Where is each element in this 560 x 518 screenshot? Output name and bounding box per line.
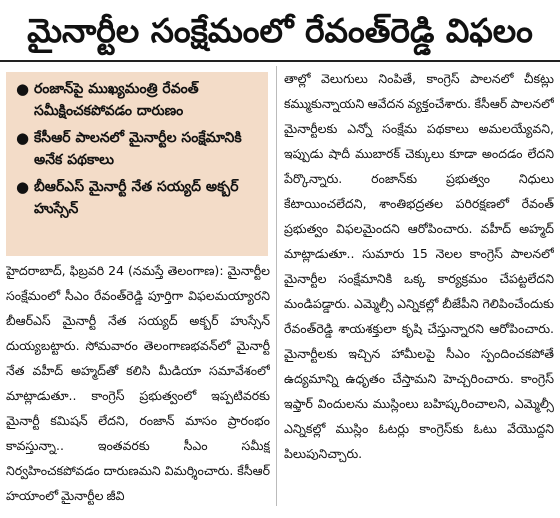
bullet-icon: ● [16,129,30,147]
highlight-item [16,78,260,122]
article-body-right: తాల్లో వెలుగులు నింపితే, కాంగ్రెస్ పాలనలో చీకట్లు కమ్ముకున్నాయని ఆవేదన వ్యక్తంచేశారు. కేసీఆర్ పాలనలో మైనార్టీలకు ఎన్నో సంక్షేమ పథకాలు అమలయ్యేవని, ఇప్పుడు షాదీ ముబారక్ చెక్కులు కూడా అందడం లేదని పేర్కొన్నారు. రంజాన్‌కు ప్రభుత్వం నిధులు కేటాయించలేదని, శాంతిభద్రతల పరిరక్షణలో రేవంత్ ప్రభుత్వం విఫలమైందని ఆరోపించారు. వహీద్ అహ్మద్ మాట్లాడుతూ.. సుమారు 15 నెలల కాంగ్రెస్ పాలనలో మైనార్టీల సంక్షేమానికి ఒక్క కార్యక్రమం చేపట్టలేదని మండిపడ్డారు. ఎమ్మెల్సీ ఎన్నికల్లో బీజేపీని గెలిపించేందుకు రేవంత్‌రెడ్డి శాయశక్తులా కృషి చేస్తున్నారని ఆరోపించారు. మైనార్టీలకు ఇచ్చిన హామీలపై సీఎం స్పందించకపోతే ఉద్యమాన్ని ఉధృతం చేస్తామని హెచ్చరించారు. కాంగ్రెస్ ఇఫ్తార్ విందులను ముస్లింలు బహిష్కరించాలని, ఎమ్మెల్సీ ఎన్నికల్లో ముస్లిం ఓటర్లు కాంగ్రెస్‌కు ఓటు వేయొద్దని పిలుపునిచ్చారు. [284,71,554,461]
highlight-item [16,127,260,171]
highlights-box [6,72,268,256]
highlight-text: బీఆర్‌ఎస్ మైనార్టీ నేత సయ్యద్ అక్బర్ హుస్సేన్ [34,179,239,217]
highlight-text: రంజాన్‌పై ముఖ్యమంత్రి రేవంత్ సమీక్షించకపోవడం దారుణం [34,81,199,119]
bullet-icon: ● [16,80,30,98]
highlight-text: కేసీఆర్ పాలనలో మైనార్టీల సంక్షేమానికి అనేక పథకాలు [34,130,242,168]
column-divider [276,66,277,506]
highlight-item [16,176,260,220]
bullet-icon: ● [16,178,30,196]
headline: మైనార్టీల సంక్షేమంలో రేవంత్‌రెడ్డి విఫలం [0,0,560,62]
article-body-left: హైదరాబాద్, ఫిబ్రవరి 24 (నమస్తే తెలంగాణ): మైనార్టీల సంక్షేమంలో సీఎం రేవంత్‌రెడ్డి పూర్తిగా విఫలమయ్యారని బీఆర్‌ఎస్ మైనార్టీ నేత సయ్యద్ అక్బర్ హుస్సేన్ దుయ్యబట్టారు. సోమవారం తెలంగాణభవన్‌లో మైనార్టీ నేత వహీద్ అహ్మద్‌తో కలిసి మీడియా సమావేశంలో మాట్లాడుతూ.. కాంగ్రెస్ ప్రభుత్వంలో ఇప్పటివరకు మైనార్టీ కమిషన్ లేదని, రంజాన్ మాసం ప్రారంభం కావస్తున్నా.. ఇంతవరకు సీఎం సమీక్ష నిర్వహించకపోవడం దారుణమని విమర్శించారు. కేసీఆర్ హయాంలో మైనార్టీల జీవి [6,263,270,503]
